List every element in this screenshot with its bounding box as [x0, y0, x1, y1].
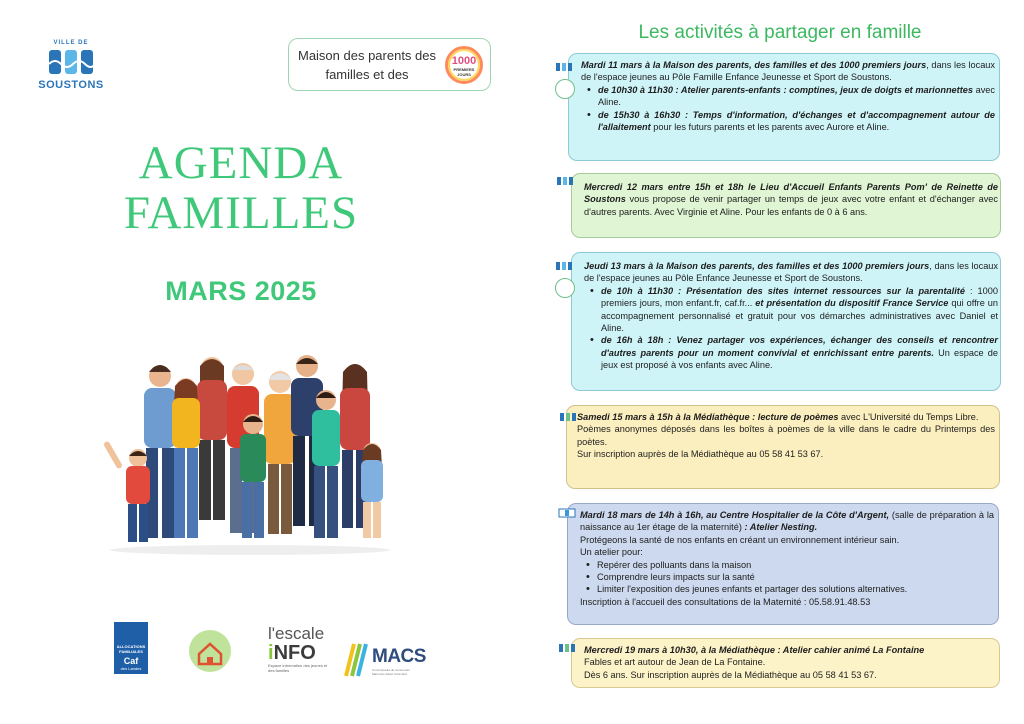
- event-line: Poèmes anonymes déposés dans les boîtes à poèmes de la ville dans le cadre du Printemps des poètes.: [577, 424, 995, 447]
- caf-logo: [114, 622, 148, 674]
- adult-figure: [144, 365, 176, 538]
- event-item-rest: avec Aline.: [598, 84, 995, 108]
- event-body: [584, 260, 998, 372]
- caf-line3: des Landes: [120, 666, 142, 671]
- house-logo-icon: [184, 628, 236, 674]
- event-body: [584, 644, 996, 681]
- event-card: [568, 53, 1000, 161]
- event-item-rest2: qui offre un accompagnement personnalisé et gratuit pour vos démarches administratives avec Daniel et Aline.: [601, 298, 999, 334]
- event-line: Un atelier pour:: [580, 547, 643, 558]
- event-date-place: Jeudi 13 mars à la Maison des parents, des familles et des 1000 premiers jours: [584, 261, 930, 271]
- event-body: [580, 509, 994, 608]
- ville-label: VILLE DE: [53, 40, 89, 46]
- macs-stripes-icon: [342, 640, 370, 680]
- mediatheque-mini-icon: [559, 412, 577, 422]
- event-item: • Repérer des polluants dans la maison: [580, 559, 994, 571]
- teen-figure: [172, 378, 200, 538]
- escale-info-logo: [268, 625, 330, 677]
- title-line1: AGENDA: [138, 137, 344, 189]
- escale-info-rest: NFO: [273, 642, 316, 664]
- event-item-bold: de 15h30 à 16h30 : Temps d'information, d'échanges et d'accompagnement autour de l'allaitement: [598, 109, 995, 133]
- event-date-place: Mardi 11 mars à la Maison des parents, des familles et des 1000 premiers jours: [581, 60, 927, 70]
- event-date-place: Samedi 15 mars à 15h à la Médiathèque : lecture de poèmes: [577, 412, 839, 422]
- escale-line1: l'escale: [268, 624, 325, 643]
- event-line: Inscription à l'accueil des consultations de la Maternité : 05.58.91.48.53: [580, 596, 871, 607]
- town-name: SOUSTONS: [38, 79, 104, 91]
- event-text: , dans les locaux de l'espace jeunes au Pôle Famille Enfance Jeunesse et Sport de Soustons.: [581, 60, 996, 83]
- month-title: MARS 2025: [165, 276, 317, 306]
- child-figure: [361, 443, 383, 538]
- event-side-icons: [555, 261, 577, 298]
- event-item-rest: : 1000 premiers jours, mon enfant.fr, caf.fr...: [601, 285, 998, 309]
- event-side-icons: [556, 176, 578, 189]
- event-item-rest: pour les futurs parents et les parents avec Aurore et Aline.: [650, 122, 890, 133]
- event-line: Sur inscription auprès de la Médiathèque au 05 58 41 53 67.: [577, 449, 824, 460]
- event-item-bold: de 10h à 11h30 : Présentation des sites internet ressources sur la parentalité: [601, 285, 965, 296]
- caf-name: Caf: [123, 656, 139, 666]
- event-item: [581, 109, 995, 134]
- event-date-place: Mardi 18 mars de 14h à 16h, au Centre Hospitalier de la Côte d'Argent,: [580, 510, 890, 520]
- house-mini-icon: [555, 79, 575, 99]
- maison-parents-box: [288, 38, 491, 91]
- event-body: [584, 181, 998, 218]
- event-line: Fables et art autour de Jean de La Fontaine.: [584, 657, 766, 668]
- soustons-mini-icon: [556, 176, 574, 186]
- title-line2: FAMILLES: [123, 187, 359, 239]
- macs-logo: [342, 640, 426, 680]
- event-line: Dès 6 ans. Sur inscription auprès de la Médiathèque au 05 58 41 53 67.: [584, 669, 877, 680]
- event-item: • Limiter l'exposition des jeunes enfants et partager des solutions alternatives.: [580, 583, 994, 595]
- event-body: [581, 59, 995, 133]
- teen-figure: [312, 390, 340, 538]
- maison-box-text: Maison des parents des familles et des: [297, 48, 437, 82]
- activities-title: Les activités à partager en famille: [638, 22, 922, 43]
- event-line: Protégeons la santé de nos enfants en créant un environnement intérieur sain.: [580, 534, 900, 545]
- event-item-rest: Un espace de jeux est proposé à vos enfants avec Aline.: [601, 347, 999, 371]
- event-card: [571, 638, 1000, 688]
- agenda-title: [110, 138, 372, 238]
- adult-figure: [197, 357, 227, 520]
- child-figure: [103, 441, 150, 542]
- event-side-icons: [558, 508, 580, 521]
- 1000-jours-badge: [445, 46, 483, 84]
- soustons-mini-icon: [555, 62, 573, 72]
- event-item: [581, 84, 995, 109]
- badge-sub: PREMIERS JOURS: [453, 67, 475, 77]
- event-item: [584, 334, 998, 371]
- escale-i: i: [268, 642, 274, 664]
- macs-sub: Communauté de communes Maremne Adour Côte-Sud: [372, 668, 410, 676]
- event-item-bold: de 16h à 18h : Venez partager vos expériences, échanger des conseils et rencontrer d'autres parents pour un moment convivial et enrichissant entre parents.: [601, 335, 998, 358]
- mediatheque-mini-icon: [558, 643, 576, 653]
- soustons-waves-icon: [47, 48, 95, 76]
- event-item-bold2: et présentation du dispositif France Service: [755, 298, 949, 309]
- event-card: [571, 252, 1001, 391]
- caf-line1: ALLOCATIONS FAMILIALES: [116, 644, 146, 654]
- event-text: vous propose de venir partager un temps de jeux avec votre enfant et d'échanger avec d'autres parents. Avec Virginie et Aline. Pour les enfants de 0 à 6 ans.: [584, 194, 998, 217]
- event-card: [567, 503, 999, 625]
- event-text: (salle de préparation à la naissance au 1er étage de la maternité): [580, 510, 994, 533]
- event-date-place: Mercredi 19 mars à 10h30, à la Médiathèque : Atelier cahier animé La Fontaine: [584, 645, 925, 655]
- event-text: avec L'Université du Temps Libre.: [838, 412, 979, 422]
- event-card: [566, 405, 1000, 489]
- soustons-mini-icon: [555, 261, 573, 271]
- event-date-place: Mercredi 12 mars entre 15h et 18h le Lieu d'Accueil Enfants Parents Pom' de Reinette de Soustons: [584, 182, 998, 205]
- event-item: • Comprendre leurs impacts sur la santé: [580, 571, 994, 583]
- soustons-logo: [30, 40, 112, 94]
- family-illustration: [100, 352, 400, 557]
- event-item-bold: de 10h30 à 11h30 : Atelier parents-enfants : comptines, jeux de doigts et marionnettes: [598, 84, 974, 95]
- event-side-icons: [558, 643, 580, 656]
- macs-name: MACS: [372, 646, 426, 667]
- house-mini-icon: [555, 278, 575, 298]
- event-bold-tail: : Atelier Nesting.: [741, 522, 818, 533]
- event-side-icons: [555, 62, 577, 99]
- event-body: [577, 411, 995, 461]
- escale-info-word: [268, 643, 330, 663]
- hospital-mini-icon: [558, 508, 576, 518]
- event-item: [584, 285, 998, 335]
- badge-number: 1000: [451, 55, 477, 67]
- escale-line3: Espace information des jeunes et des familles: [268, 663, 328, 673]
- event-text: , dans les locaux de l'espace jeunes au Pôle Enfance Jeunesse et Sport de Soustons.: [584, 261, 999, 284]
- event-card: [571, 173, 1001, 238]
